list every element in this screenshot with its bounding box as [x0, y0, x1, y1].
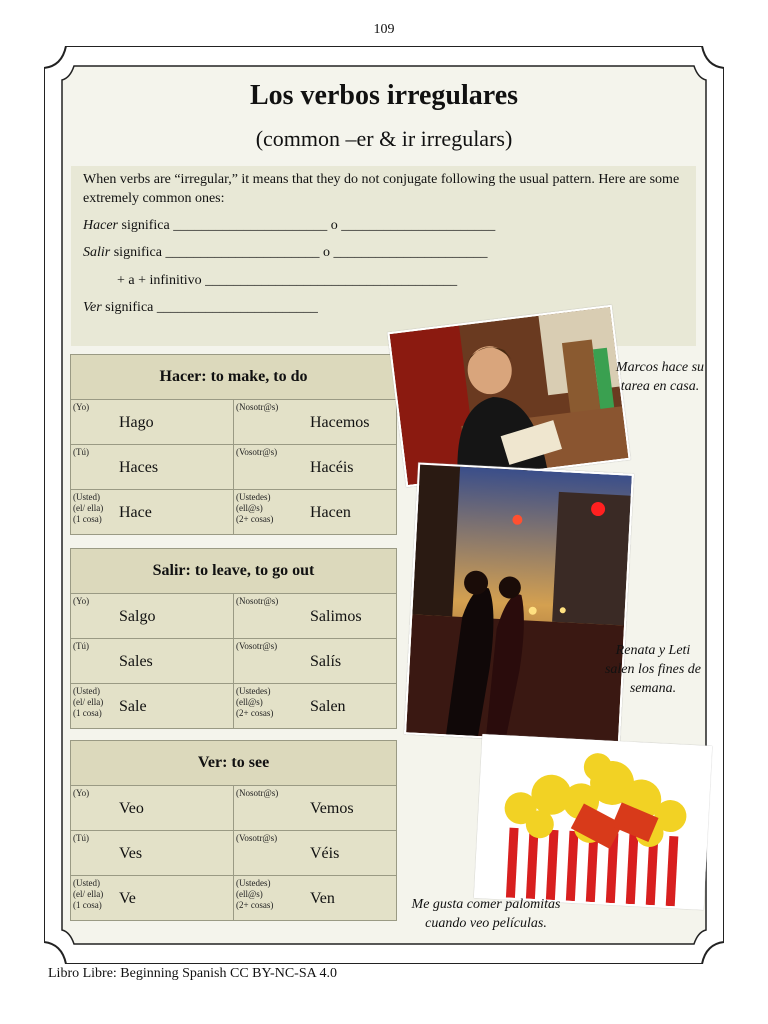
page-number: 109: [373, 22, 395, 37]
pronoun: (Ustedes) (ell@s) (2+ cosas): [236, 878, 274, 910]
table-header: Ver: to see: [71, 741, 397, 786]
conj-cell: [234, 786, 397, 831]
pronoun: (Nosotr@s): [236, 596, 279, 606]
table-header: Salir: to leave, to go out: [71, 549, 397, 594]
significa-3: significa: [105, 300, 154, 315]
conj-cell: [71, 639, 234, 684]
ver-line: [83, 298, 318, 317]
hacer-table: [70, 354, 397, 535]
blank-2a[interactable]: ______________________: [165, 245, 320, 260]
verb-form: Sales: [119, 653, 153, 670]
conj-cell: [234, 876, 397, 921]
verb-form: Hacemos: [310, 414, 370, 431]
palomitas-caption: Me gusta comer palomitas cuando veo películas.: [411, 897, 561, 931]
conj-cell: [234, 445, 397, 490]
conj-cell: [71, 786, 234, 831]
blank-1b[interactable]: ______________________: [341, 218, 496, 233]
blank-3[interactable]: ____________________________________: [205, 273, 458, 288]
table-header: Hacer: to make, to do: [71, 355, 397, 400]
intro-text: When verbs are “irregular,” it means that they do not conjugate following the usual pattern. Here are some extremely common ones:: [83, 172, 680, 206]
pronoun: (Nosotr@s): [236, 788, 279, 798]
pronoun: (Yo): [73, 788, 90, 798]
a-infinitivo-line: [117, 271, 457, 290]
conj-cell: [234, 490, 397, 535]
salir-line: [83, 243, 487, 262]
pronoun: (Yo): [73, 596, 90, 606]
significa-2: significa: [113, 245, 162, 260]
verb-form: Vemos: [310, 800, 354, 817]
verb-form: Ve: [119, 890, 136, 907]
blank-2b[interactable]: ______________________: [333, 245, 488, 260]
popcorn-photo: [474, 734, 712, 910]
o-2: o: [322, 245, 330, 260]
marcos-caption: Marcos hace su tarea en casa.: [615, 360, 705, 394]
verb-form: Ves: [119, 845, 143, 862]
conj-cell: [71, 876, 234, 921]
verb-form: Sale: [119, 698, 147, 715]
conj-cell: [234, 400, 397, 445]
street-photo: [404, 463, 634, 746]
page-subtitle: (common –er & ir irregulars): [255, 126, 513, 151]
verb-form: Salís: [310, 653, 342, 670]
conj-cell: [234, 684, 397, 729]
verb-form: Hago: [119, 414, 154, 431]
renata-caption: Renata y Leti salen los fines de semana.: [604, 643, 702, 696]
conj-cell: [234, 594, 397, 639]
verb-form: Haces: [119, 459, 159, 476]
conj-cell: [71, 445, 234, 490]
verb-form: Ven: [310, 890, 335, 907]
page-title: Los verbos irregulares: [249, 80, 519, 111]
pronoun: (Usted) (el/ ella) (1 cosa): [73, 878, 104, 910]
o-1: o: [330, 218, 338, 233]
significa-1: significa: [121, 218, 170, 233]
pronoun: (Nosotr@s): [236, 402, 279, 412]
conj-cell: [71, 490, 234, 535]
verb-form: Hacen: [310, 504, 351, 521]
pronoun: (Tú): [73, 447, 89, 457]
pronoun: (Ustedes) (ell@s) (2+ cosas): [236, 686, 274, 718]
verb-form: Salen: [310, 698, 346, 715]
footer-license: Libro Libre: Beginning Spanish CC BY-NC-SA 4.0: [48, 966, 337, 981]
ver-table: [70, 740, 397, 921]
conj-cell: [234, 831, 397, 876]
salir-label: Salir: [83, 245, 111, 260]
salir-table: [70, 548, 397, 729]
conj-cell: [71, 594, 234, 639]
pronoun: (Tú): [73, 833, 89, 843]
pronoun: (Vosotr@s): [236, 833, 278, 843]
ver-label: Ver: [83, 300, 102, 315]
verb-form: Salgo: [119, 608, 156, 625]
verb-form: Hacéis: [310, 459, 354, 476]
pronoun: (Yo): [73, 402, 90, 412]
conj-cell: [71, 684, 234, 729]
pronoun: (Tú): [73, 641, 89, 651]
pronoun: (Usted) (el/ ella) (1 cosa): [73, 686, 104, 718]
pronoun: (Vosotr@s): [236, 641, 278, 651]
a-infinitivo-label: + a + infinitivo: [117, 273, 202, 288]
hacer-line: [83, 216, 495, 235]
blank-1a[interactable]: ______________________: [173, 218, 328, 233]
conj-cell: [71, 831, 234, 876]
conj-cell: [71, 400, 234, 445]
hacer-label: Hacer: [83, 218, 118, 233]
homework-photo: [387, 305, 630, 487]
pronoun: (Usted) (el/ ella) (1 cosa): [73, 492, 104, 524]
pronoun: (Vosotr@s): [236, 447, 278, 457]
verb-form: Veo: [119, 800, 144, 817]
verb-form: Salimos: [310, 608, 362, 625]
pronoun: (Ustedes) (ell@s) (2+ cosas): [236, 492, 274, 524]
verb-form: Hace: [119, 504, 152, 521]
blank-4[interactable]: _______________________: [156, 300, 318, 315]
verb-form: Véis: [310, 845, 340, 862]
conj-cell: [234, 639, 397, 684]
